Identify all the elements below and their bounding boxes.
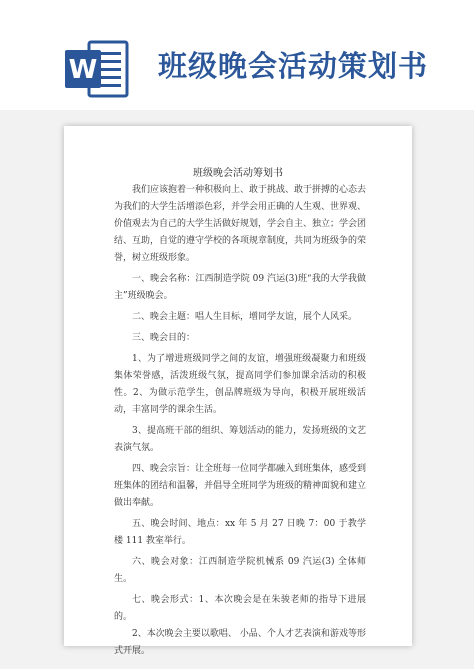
paragraph-format-2: 2、本次晚会主要以歌唱、 小品、个人才艺表演和游戏等形式开展。 [114,629,366,656]
paragraph-intro: 我们应该抱着一种积极向上、敢于挑战、敢于拼搏的心态去为我们的大学生活增添色彩，并学会用正确的人生观、世界观、价值观去为自己的大学生活做好规划，学会自主、独立；学会团结、互助，自觉的遵守学校的各项规章制度，共同为班级争的荣誉，树立班级形象。 [114,185,367,263]
word-icon [63,38,129,100]
paragraph-time-place: 五、晚会时间、地点：xx 年 5 月 27 日晚 7：00 于教学楼 111 教室举行。 [114,519,366,546]
paragraph-purpose-1-2: 1、为了增进班级同学之间的友谊，增强班级凝聚力和班级集体荣誉感，活泼班级气氛，提高同学们参加课余活动的积极性。2、为做示范学生，创品牌班级为导向，积极开展班级活动，丰富同学的课余生活。 [114,354,366,415]
paragraph-audience: 六、晚会对象：江西制造学院机械系 09 汽运(3) 全体师生。 [114,557,366,584]
paragraph-name: 一、晚会名称：江西制造学院 09 汽运(3)班“我的大学我做主”班级晚会。 [114,274,366,301]
document-page [64,126,412,656]
page-header [0,0,474,110]
paragraph-purpose-heading: 三、晚会目的： [132,333,196,343]
document-title: 班级晚会活动筹划书 [193,168,283,179]
paragraph-tenet: 四、晚会宗旨：让全班每一位同学都融入到班集体，感受到班集体的团结和温馨，并倡导全班同学为班级的精神面貌和建立做出奉献。 [114,464,367,508]
paragraph-format: 七、晚会形式：1、本次晚会是在朱骏老师的指导下进展的。 [114,595,366,622]
paragraph-purpose-3: 3、提高班干部的组织、筹划活动的能力，发扬班级的文艺表演气氛。 [114,426,366,453]
page-title: 班级晚会活动策划书 [158,49,429,83]
word-logo-letter: W [68,55,98,85]
document-body [114,182,366,660]
paragraph-theme: 二、晚会主题：唱人生目标，增同学友谊，展个人风采。 [132,312,358,322]
